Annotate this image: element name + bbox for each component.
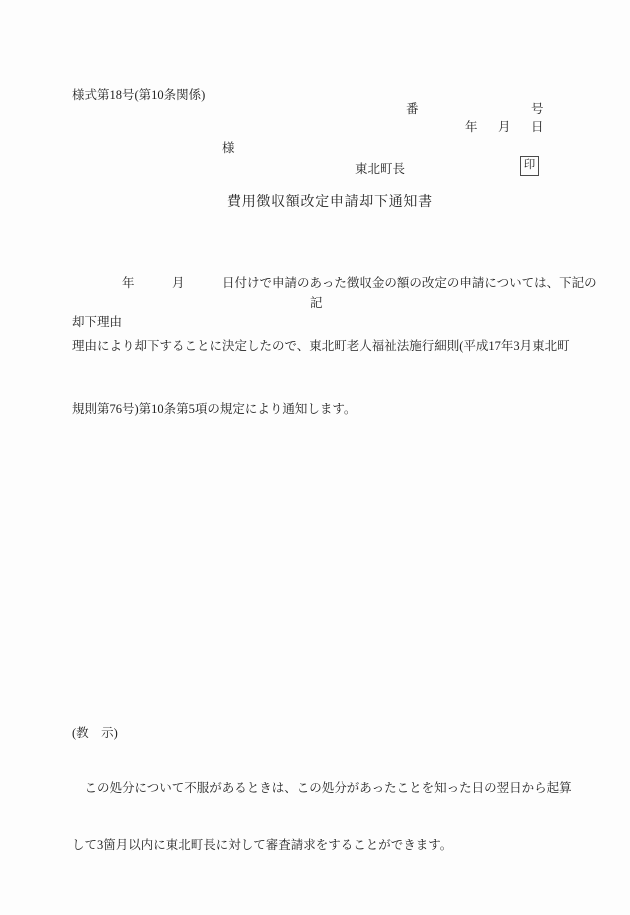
ref-number-suffix: 号 <box>531 102 544 116</box>
body-line: 理由により却下することに決定したので、東北町老人福祉法施行細則(平成17年3月東北町 <box>72 339 570 353</box>
date-day-label: 日 <box>531 120 544 134</box>
record-marker: 記 <box>310 296 323 310</box>
instruction-label: (教 示) <box>72 726 118 740</box>
date-month-label: 月 <box>498 120 511 134</box>
body-line: 年 月 日付けで申請のあった徴収金の額の改定の申請については、下記の <box>72 276 597 290</box>
seal-box <box>520 156 539 176</box>
document-title: 費用徴収額改定申請却下通知書 <box>227 195 433 210</box>
body-line: 規則第76号)第10条第5項の規定により通知します。 <box>72 402 357 416</box>
instruction-paragraph <box>72 741 582 893</box>
form-number: 様式第18号(第10条関係) <box>72 88 206 102</box>
addressee-honorific: 様 <box>222 141 235 155</box>
instruction-line: この処分について不服があるときは、この処分があったことを知った日の翌日から起算 <box>72 781 572 795</box>
ref-number-prefix: 番 <box>406 102 419 116</box>
date-year-label: 年 <box>465 120 478 134</box>
instruction-line: して3箇月以内に東北町長に対して審査請求をすることができます。 <box>72 838 453 852</box>
sender-name: 東北町長 <box>355 162 406 176</box>
rejection-reason-label: 却下理由 <box>72 315 123 329</box>
rejection-reason-blank-area <box>72 335 558 715</box>
seal-character: 印 <box>523 159 536 172</box>
